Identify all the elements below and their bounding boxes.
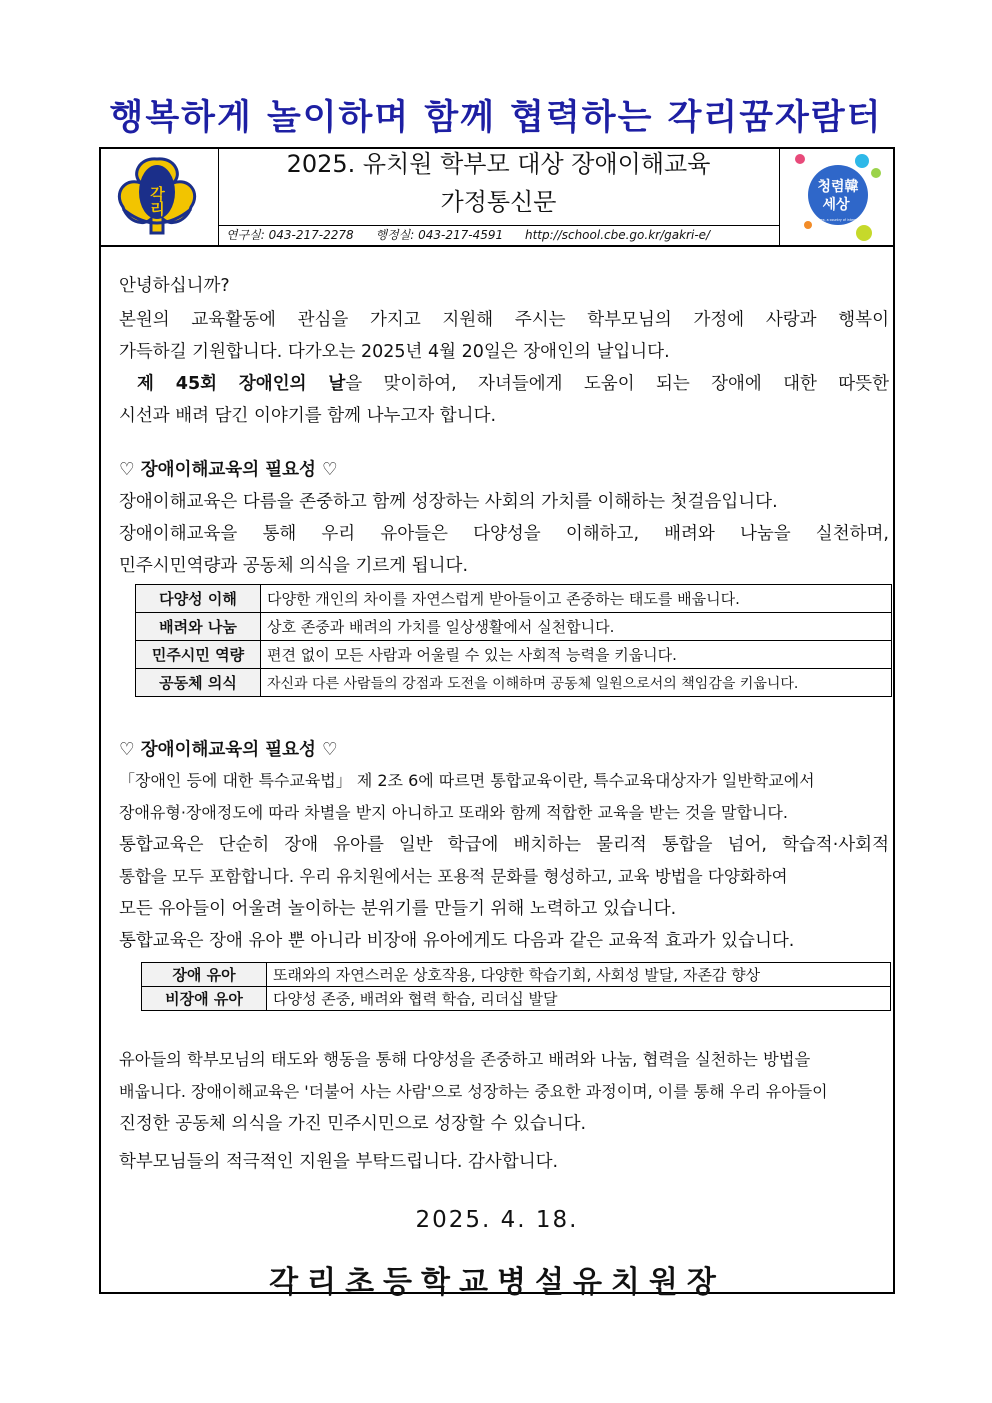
document-subtitle: 가정통신문 [440, 188, 557, 216]
section1-line-3: 민주시민역량과 공동체 의식을 기르게 됩니다. [119, 556, 469, 576]
table-head-cell: 공동체 의식 [136, 669, 261, 697]
table-desc-cell: 자신과 다른 사람들의 강점과 도전을 이해하며 공동체 일원으로서의 책임감을 키웁니다. [261, 669, 892, 697]
table-desc-cell: 상호 존중과 배려의 가치를 일상생활에서 실천합니다. [261, 613, 892, 641]
section2-line-5: 모든 유아들이 어울려 놀이하는 분위기를 만들기 위해 노력하고 있습니다. [119, 899, 677, 919]
table-row [136, 585, 892, 613]
table-row [136, 669, 892, 697]
closing-line-2: 배웁니다. 장애이해교육은 '더불어 사는 사람'으로 성장하는 중요한 과정이며, 이를 통해 우리 유아들이 [119, 1082, 828, 1101]
newsletter-frame [99, 147, 895, 1300]
intro-line-1: 본원의 교육활동에 관심을 가지고 지원해 주시는 학부모님의 가정에 사랑과 행복이 [119, 310, 889, 330]
closing-line-3: 진정한 공동체 의식을 가진 민주시민으로 성장할 수 있습니다. [119, 1114, 587, 1134]
title-cell [218, 149, 779, 245]
table-row [142, 963, 891, 987]
intro-line-3 [119, 371, 889, 397]
intro-line-2: 가득하길 기원합니다. 다가오는 2025년 4월 20일은 장애인의 날입니다. [119, 342, 670, 362]
badge-small-text: Korea, a country of integrity [815, 218, 861, 222]
table-desc-cell: 또래와의 자연스러운 상호작용, 다양한 학습기회, 사회성 발달, 자존감 향상 [267, 963, 891, 987]
integrity-badge-cell [779, 149, 894, 245]
section2-table [141, 962, 891, 1011]
table-row [142, 987, 891, 1011]
table-head-cell: 장애 유아 [142, 963, 267, 987]
contact-url[interactable]: http://school.cbe.go.kr/gakri-e/ [524, 228, 711, 242]
school-logo [101, 149, 218, 245]
section1-line-2: 장애이해교육을 통해 우리 유아들은 다양성을 이해하고, 배려와 나눔을 실천하며, [119, 524, 889, 544]
section2-line-6: 통합교육은 장애 유아 뿐 아니라 비장애 유아에게도 다음과 같은 교육적 효과가 있습니다. [119, 931, 795, 951]
section1-line-1: 장애이해교육은 다름을 존중하고 함께 성장하는 사회의 가치를 이해하는 첫걸음입니다. [119, 492, 778, 512]
section2-heading: ♡ 장애이해교육의 필요성 ♡ [119, 740, 338, 760]
section2-line-3: 통합교육은 단순히 장애 유아를 일반 학급에 배치하는 물리적 통합을 넘어, 학습적·사회적 [119, 835, 889, 855]
table-head-cell: 민주시민 역량 [136, 641, 261, 669]
integrity-badge [780, 149, 894, 245]
table-head-cell: 다양성 이해 [136, 585, 261, 613]
intro-line-3-rest: 을 맞이하여, 자녀들에게 도움이 되는 장애에 대한 따뜻한 [345, 374, 889, 394]
table-desc-cell: 다양한 개인의 차이를 자연스럽게 받아들이고 존중하는 태도를 배웁니다. [261, 585, 892, 613]
section2-line-2: 장애유형·장애정도에 따라 차별을 받지 아니하고 또래와 함께 적합한 교육을 받는 것을 말합니다. [119, 803, 788, 822]
table-row [136, 641, 892, 669]
table-desc-cell: 다양성 존중, 배려와 협력 학습, 리더십 발달 [267, 987, 891, 1011]
anniversary-bold: 제 45회 장애인의 날 [137, 374, 346, 394]
document-title: 2025. 유치원 학부모 대상 장애이해교육 [286, 150, 711, 178]
greeting: 안녕하십니까? [119, 276, 230, 296]
table-head-cell: 배려와 나눔 [136, 613, 261, 641]
contact-bar [218, 225, 779, 245]
closing-line-4: 학부모님들의 적극적인 지원을 부탁드립니다. 감사합니다. [119, 1152, 559, 1172]
badge-text-2: 세상 [822, 197, 850, 213]
table-desc-cell: 편견 없이 모든 사람과 어울릴 수 있는 사회적 능력을 키웁니다. [261, 641, 892, 669]
table-head-cell: 비장애 유아 [142, 987, 267, 1011]
intro-line-4: 시선과 배려 담긴 이야기를 함께 나누고자 합니다. [119, 406, 497, 426]
contact-research: 연구실: 043-217-2278 [226, 228, 354, 242]
header [101, 149, 893, 247]
contact-admin: 행정실: 043-217-4591 [375, 228, 504, 242]
section2-line-1: 「장애인 등에 대한 특수교육법」 제 2조 6에 따르면 통합교육이란, 특수교육대상자가 일반학교에서 [119, 771, 815, 790]
section1-heading: ♡ 장애이해교육의 필요성 ♡ [119, 460, 338, 480]
school-logo-cell [101, 149, 219, 245]
issue-date: 2025. 4. 18. [415, 1207, 579, 1233]
badge-text-1: 청렴韓 [817, 179, 859, 195]
banner-title: 행복하게 놀이하며 함께 협력하는 각리꿈자람터 [109, 98, 883, 138]
logo-text: 각리 [148, 186, 166, 216]
section2-line-4: 통합을 모두 포함합니다. 우리 유치원에서는 포용적 문화를 형성하고, 교육 방법을 다양화하여 [119, 867, 788, 886]
section1-table [135, 584, 892, 697]
signer: 각리초등학교병설유치원장 [269, 1265, 725, 1300]
closing-line-1: 유아들의 학부모님의 태도와 행동을 통해 다양성을 존중하고 배려와 나눔, 협력을 실천하는 방법을 [119, 1050, 811, 1069]
table-row [136, 613, 892, 641]
